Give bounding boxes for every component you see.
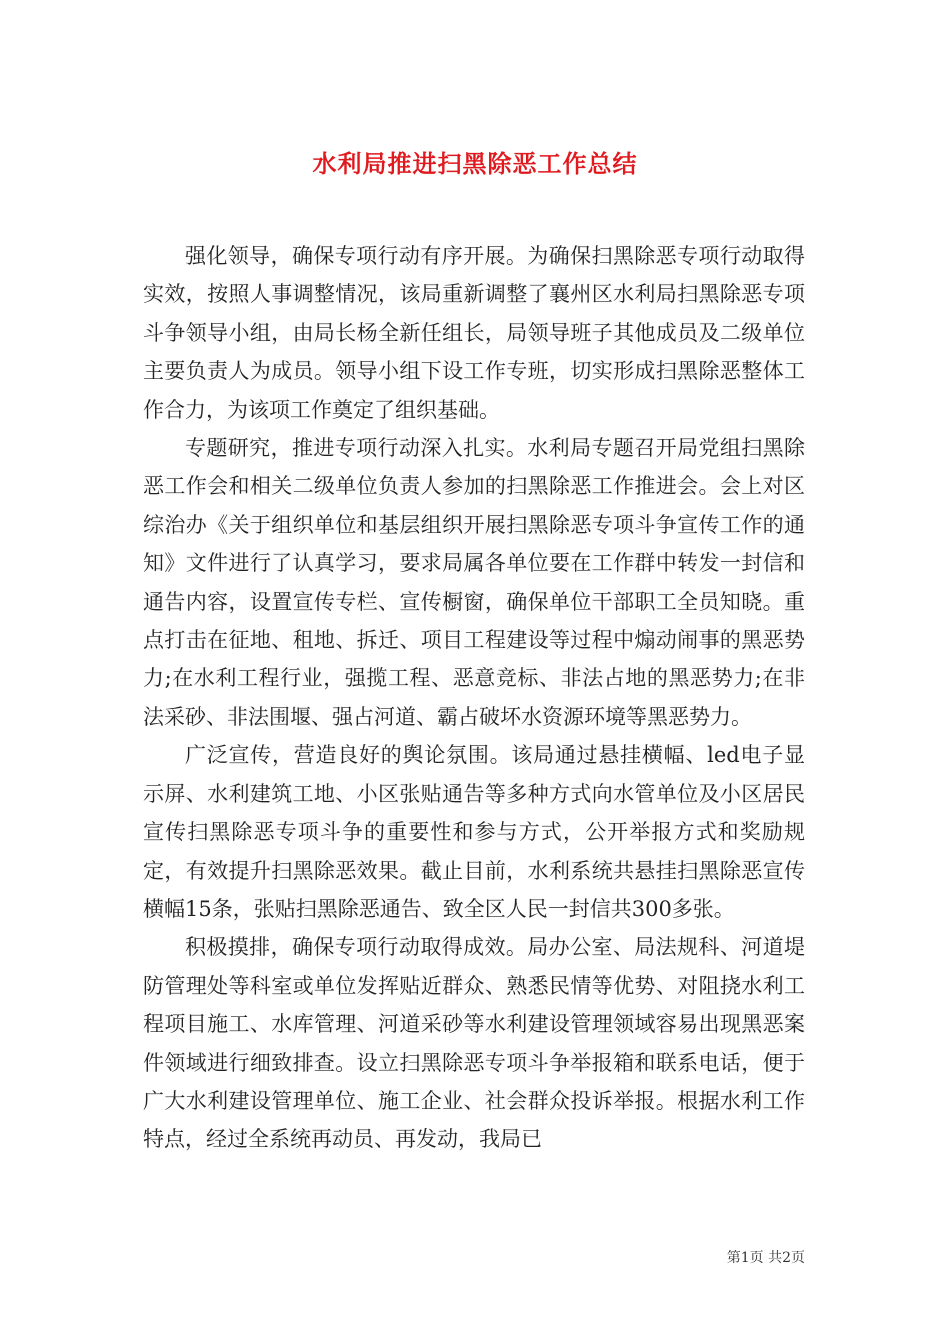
document-title: 水利局推进扫黑除恶工作总结 bbox=[312, 149, 638, 179]
paragraph-publicity: 广泛宣传，营造良好的舆论氛围。该局通过悬挂横幅、led电子显示屏、水利建筑工地、小区张贴通告等多种方式向水管单位及小区居民宣传扫黑除恶专项斗争的重要性和参与方式，公开举报方式和奖励规定，有效提升扫黑除恶效果。截止目前，水利系统共悬挂扫黑除恶宣传横幅15条，张贴扫黑除恶通告、致全区人民一封信共300多张。 bbox=[143, 743, 805, 921]
page-number: 第1页 共2页 bbox=[726, 1250, 805, 1266]
paragraph-leadership: 强化领导，确保专项行动有序开展。为确保扫黑除恶专项行动取得实效，按照人事调整情况，该局重新调整了襄州区水利局扫黑除恶专项斗争领导小组，由局长杨全新任组长，局领导班子其他成员及二级单位主要负责人为成员。领导小组下设工作专班，切实形成扫黑除恶整体工作合力，为该项工作奠定了组织基础。 bbox=[143, 244, 805, 422]
paragraph-research: 专题研究，推进专项行动深入扎实。水利局专题召开局党组扫黑除恶工作会和相关二级单位负责人参加的扫黑除恶工作推进会。会上对区综治办《关于组织单位和基层组织开展扫黑除恶专项斗争宣传工作的通知》文件进行了认真学习，要求局属各单位要在工作群中转发一封信和通告内容，设置宣传专栏、宣传橱窗，确保单位干部职工全员知晓。重点打击在征地、租地、拆迁、项目工程建设等过程中煽动闹事的黑恶势力;在水利工程行业，强揽工程、恶意竞标、非法占地的黑恶势力;在非法采砂、非法围堰、强占河道、霸占破坏水资源环境等黑恶势力。 bbox=[143, 436, 805, 729]
paragraph-investigation: 积极摸排，确保专项行动取得成效。局办公室、局法规科、河道堤防管理处等科室或单位发挥贴近群众、熟悉民情等优势、对阻挠水利工程项目施工、水库管理、河道采砂等水利建设管理领域容易出现黑恶案件领域进行细致排查。设立扫黑除恶专项斗争举报箱和联系电话，便于广大水利建设管理单位、施工企业、社会群众投诉举报。根据水利工作特点，经过全系统再动员、再发动，我局已 bbox=[143, 935, 805, 1152]
document-body bbox=[143, 237, 805, 1159]
